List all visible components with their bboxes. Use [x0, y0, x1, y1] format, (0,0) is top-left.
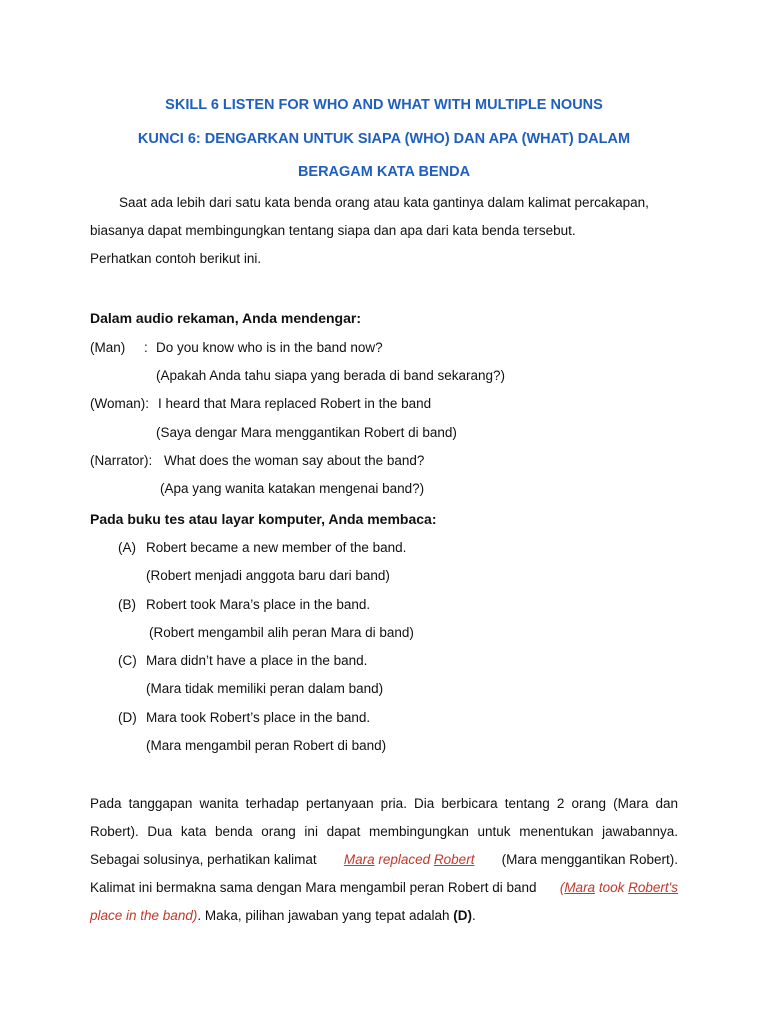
option-text-d: Mara took Robert’s place in the band. — [146, 710, 371, 725]
dialogue-translation-narrator: (Apa yang wanita katakan mengenai band?) — [160, 481, 425, 496]
explanation-line-4 — [90, 879, 678, 897]
title-line-3: BERAGAM KATA BENDA — [297, 164, 471, 180]
dialogue-speaker-woman: (Woman): — [90, 396, 150, 411]
option-translation-b: (Robert mengambil alih peran Mara di band) — [149, 625, 414, 640]
option-letter-c: (C) — [118, 653, 137, 668]
explanation-line-3 — [90, 851, 678, 869]
option-translation-d: (Mara mengambil peran Robert di band) — [146, 738, 387, 753]
emphasis-robert: Robert — [433, 852, 475, 867]
title-line-2: KUNCI 6: DENGARKAN UNTUK SIAPA (WHO) DAN APA (WHAT) DALAM — [137, 131, 631, 147]
title-line-1: SKILL 6 LISTEN FOR WHO AND WHAT WITH MULTIPLE NOUNS — [165, 97, 603, 113]
option-translation-c: (Mara tidak memiliki peran dalam band) — [146, 681, 384, 696]
explanation-line-2: Robert). Dua kata benda orang ini dapat membingungkan untuk menentukan jawabannya. — [90, 824, 678, 839]
option-letter-d: (D) — [118, 710, 137, 725]
explanation-line-5-end: . — [472, 908, 476, 923]
emphasis-mara-took-roberts — [560, 879, 678, 897]
emphasis-place-in-the-band: place in the band) — [90, 908, 198, 923]
dialogue-translation-man: (Apakah Anda tahu siapa yang berada di band sekarang?) — [156, 368, 506, 383]
dialogue-line-woman: I heard that Mara replaced Robert in the band — [158, 396, 432, 411]
emphasis-replaced: replaced — [378, 852, 431, 867]
dialogue-translation-woman: (Saya dengar Mara menggantikan Robert di band) — [156, 425, 457, 440]
explanation-line-3-end: (Mara menggantikan Robert). — [501, 852, 678, 867]
intro-line-3: Perhatkan contoh berikut ini. — [90, 251, 262, 266]
option-text-a: Robert became a new member of the band. — [146, 540, 407, 555]
dialogue-line-man: Do you know who is in the band now? — [156, 340, 383, 355]
emphasis-roberts: Robert's — [628, 880, 678, 895]
emphasis-took: took — [598, 880, 625, 895]
explanation-line-3-start: Sebagai solusinya, perhatikan kalimat — [90, 852, 317, 867]
answer-label: (D) — [453, 908, 473, 923]
dialogue-separator: : — [144, 340, 148, 355]
intro-line-2: biasanya dapat membingungkan tentang siapa dan apa dari kata benda tersebut. — [90, 223, 576, 238]
explanation-line-5-middle: . Maka, pilihan jawaban yang tepat adalah — [197, 908, 450, 923]
emphasis-open-paren: ( — [559, 880, 565, 895]
option-translation-a: (Robert menjadi anggota baru dari band) — [146, 568, 390, 583]
dialogue-line-narrator: What does the woman say about the band? — [164, 453, 425, 468]
audio-heading: Dalam audio rekaman, Anda mendengar: — [90, 310, 361, 326]
emphasis-mara-replaced-robert — [344, 851, 475, 869]
option-letter-a: (A) — [118, 540, 136, 555]
explanation-line-4-start: Kalimat ini bermakna sama dengan Mara mengambil peran Robert di band — [90, 880, 537, 895]
emphasis-mara-2: Mara — [564, 880, 596, 895]
emphasis-mara: Mara — [343, 852, 375, 867]
dialogue-speaker-man: (Man) — [90, 340, 126, 355]
option-text-b: Robert took Mara’s place in the band. — [146, 597, 371, 612]
option-letter-b: (B) — [118, 597, 136, 612]
option-text-c: Mara didn’t have a place in the band. — [146, 653, 368, 668]
dialogue-speaker-narrator: (Narrator): — [90, 453, 153, 468]
intro-line-1: Saat ada lebih dari satu kata benda orang atau kata gantinya dalam kalimat percakapan, — [119, 195, 649, 210]
options-heading: Pada buku tes atau layar komputer, Anda membaca: — [90, 511, 437, 527]
explanation-line-1: Pada tanggapan wanita terhadap pertanyaan pria. Dia berbicara tentang 2 orang (Mara dan — [90, 796, 678, 811]
explanation-line-5 — [90, 907, 678, 925]
